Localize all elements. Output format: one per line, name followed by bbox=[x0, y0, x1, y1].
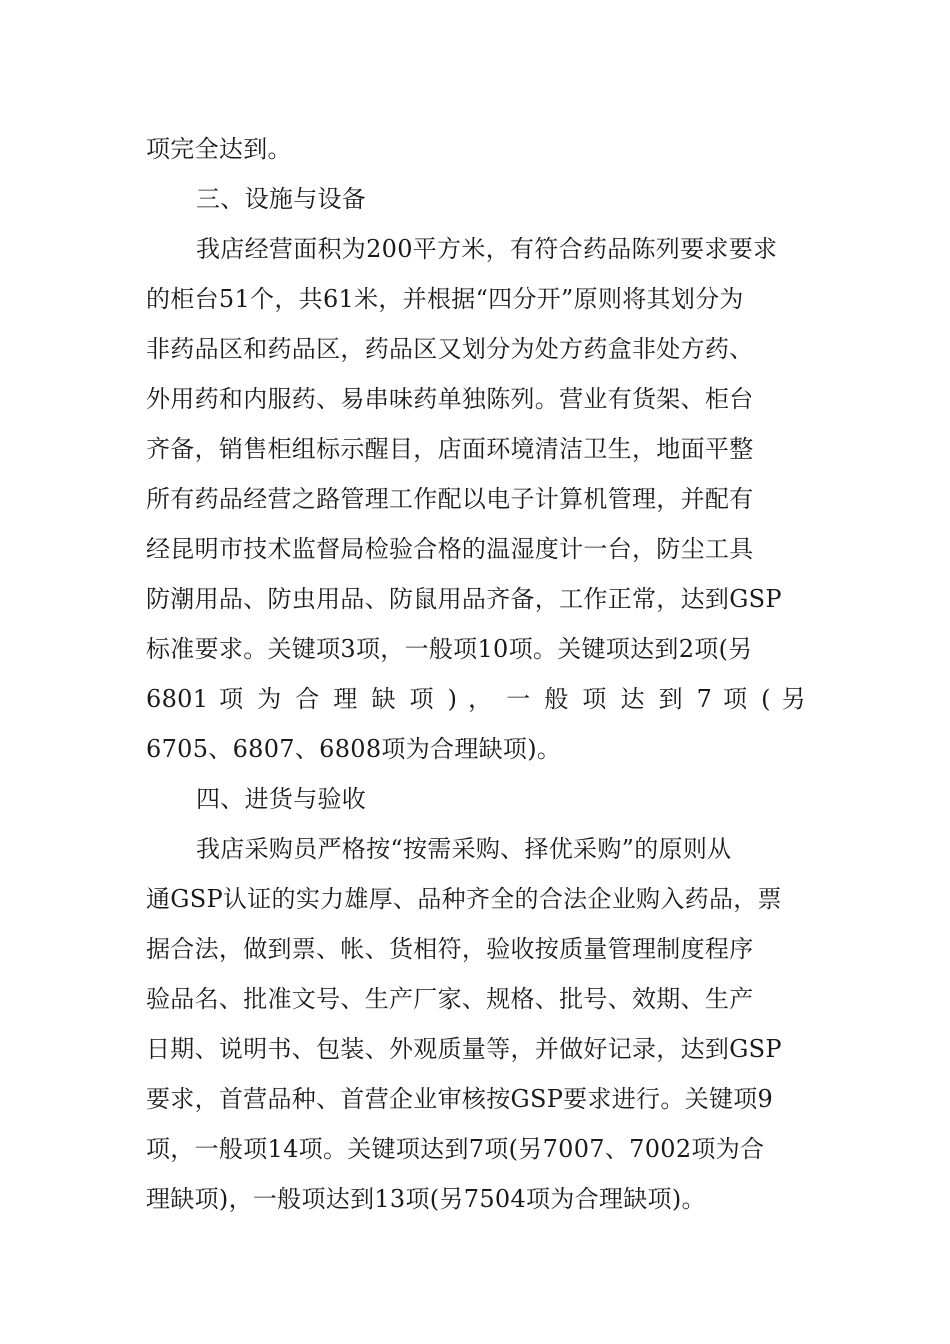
body-text-line: 日期、说明书、包装、外观质量等，并做好记录，达到GSP bbox=[146, 1035, 782, 1063]
body-text-line: 外用药和内服药、易串味药单独陈列。营业有货架、柜台 bbox=[146, 385, 754, 413]
body-text-line: 标准要求。关键项3项，一般项10项。关键项达到2项(另 bbox=[146, 635, 753, 663]
body-text-line: 我店采购员严格按“按需采购、择优采购”的原则从 bbox=[196, 835, 732, 863]
body-text-line: 据合法，做到票、帐、货相符，验收按质量管理制度程序 bbox=[146, 935, 754, 963]
body-text-line: 项完全达到。 bbox=[146, 135, 292, 163]
body-text-line: 的柜台51个，共61米，并根据“四分开”原则将其划分为 bbox=[146, 285, 744, 313]
section-heading: 三、设施与设备 bbox=[196, 185, 367, 213]
body-text-line: 防潮用品、防虫用品、防鼠用品齐备，工作正常，达到GSP bbox=[146, 585, 782, 613]
body-text-line: 齐备，销售柜组标示醒目，店面环境清洁卫生，地面平整 bbox=[146, 435, 754, 463]
body-text-line: 经昆明市技术监督局检验合格的温湿度计一台，防尘工具 bbox=[146, 535, 754, 563]
body-text-line: 验品名、批准文号、生产厂家、规格、批号、效期、生产 bbox=[146, 985, 754, 1013]
body-text-line: 我店经营面积为200平方米，有符合药品陈列要求要求 bbox=[196, 235, 778, 263]
body-text-line: 要求，首营品种、首营企业审核按GSP要求进行。关键项9 bbox=[146, 1085, 774, 1113]
section-heading: 四、进货与验收 bbox=[196, 785, 367, 813]
body-text-line: 所有药品经营之路管理工作配以电子计算机管理，并配有 bbox=[146, 485, 754, 513]
body-text-line: 6705、6807、6808项为合理缺项)。 bbox=[146, 735, 562, 763]
body-text-line: 6801 项 为 合 理 缺 项 ) ， 一 般 项 达 到 7 项 ( 另 bbox=[146, 685, 806, 713]
body-text-line: 通GSP认证的实力雄厚、品种齐全的合法企业购入药品，票 bbox=[146, 885, 782, 913]
body-text-line: 项，一般项14项。关键项达到7项(另7007、7002项为合 bbox=[146, 1135, 765, 1163]
body-text-line: 理缺项)，一般项达到13项(另7504项为合理缺项)。 bbox=[146, 1185, 706, 1213]
body-text-line: 非药品区和药品区，药品区又划分为处方药盒非处方药、 bbox=[146, 335, 754, 363]
